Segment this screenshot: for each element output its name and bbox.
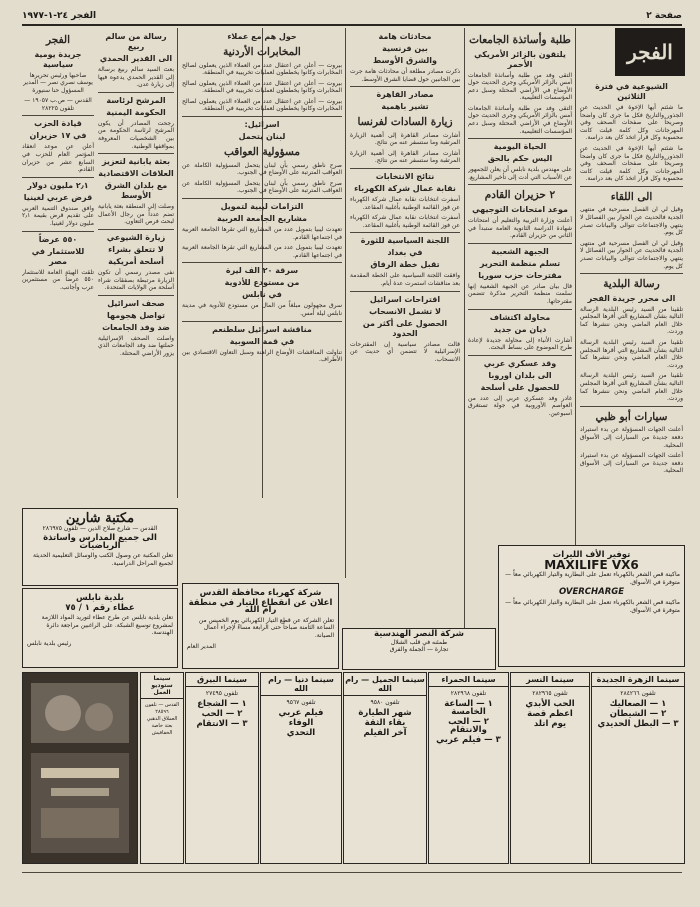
column-3 bbox=[350, 30, 460, 545]
article-text: تناولت المناقشات الأوضاع الراهنة وسبل التعاون الاقتصادي بين الأطراف. bbox=[182, 348, 342, 364]
article-text: أسفرت انتخابات نقابة عمال شركة الكهرباء عن فوز القائمة الوطنية بأغلبية المقاعد. bbox=[350, 196, 460, 211]
subheadline: بين فرنسية bbox=[382, 44, 428, 53]
article-text: على مهندس بلدية نابلس أن يعلن للجمهور عن الأسباب التي أدت إلى تأخير المشاريع. bbox=[468, 166, 572, 181]
column-divider bbox=[575, 28, 576, 548]
headline: المرشح لرئاسة bbox=[106, 95, 166, 105]
film-title: ٣ — البطل الحديدي bbox=[597, 719, 679, 729]
column-4 bbox=[182, 30, 342, 575]
film-title: ٢ — الحب bbox=[201, 709, 243, 719]
paper-name: الفجر bbox=[46, 34, 70, 46]
film-title: العملاق الذهبي bbox=[146, 716, 178, 722]
subheadline: يلتقون بالزائر الأمريكي الأحمر bbox=[474, 49, 566, 69]
article-text: وافقت اللجنة السياسية على الخطة المقدمة بعد مناقشات استمرت عدة أيام. bbox=[350, 272, 460, 288]
divider bbox=[98, 153, 174, 154]
divider bbox=[350, 86, 460, 87]
article-text: ما شئتم أيها الإخوة في الحديث عن الجذور والتاريخ فكل ما جرى كان واضحاً وصريحاً على صفحات الصحف وفي المهرجانات وكل كلمة قيلت كانت محسوبة وكل قرار اتخذ كان بعد دراسة. bbox=[580, 144, 683, 183]
article-text: وافق صندوق التنمية العربي على تقديم قرض بقيمة ٢٫١ مليون دولار لغينيا. bbox=[22, 204, 94, 228]
headline: نتائج الانتخابات bbox=[375, 172, 435, 182]
ad-signature: المدير العام bbox=[187, 642, 216, 650]
film-title: فيلم عربي bbox=[278, 708, 324, 718]
article-text: بيروت — أعلن عن اعتقال عدد من العملاء الذين يعملون لصالح المخابرات وكانوا يخططون لعمليات تخريبية في المنطقة. bbox=[182, 61, 342, 77]
subheadline: ديان من جديد bbox=[493, 324, 547, 334]
film-title: بعثة خاصة bbox=[151, 723, 173, 729]
ad-title: توفير الأف الليرات bbox=[552, 550, 631, 560]
article-text: غادر وفد عسكري عربي إلى عدد من العواصم الأوروبية في جولة تستغرق أسبوعين. bbox=[468, 394, 572, 417]
subheadline: تشير باهمية bbox=[381, 102, 429, 112]
ad-library bbox=[22, 508, 178, 586]
film-title: آخر الفيلم bbox=[363, 728, 407, 738]
divider bbox=[468, 184, 572, 185]
subheadline: الى بلدان اوروبا bbox=[488, 370, 552, 380]
headline: اسرائيل: bbox=[244, 120, 280, 130]
cinema-title: سينما الحمراء bbox=[429, 673, 508, 687]
cinema-poster-image bbox=[22, 672, 138, 864]
article-text: بعث السيد سالم ربيع برسالة إلى القدير الحمدي يدعوه فيها إلى زيارة عدن. bbox=[98, 66, 174, 89]
paper-tagline: جريدة يومية سياسية bbox=[34, 49, 82, 69]
divider bbox=[182, 198, 342, 199]
film-title: ٣ — الانتقام bbox=[196, 719, 248, 729]
article-text: تلقينا من السيد رئيس البلدية الرسالة التالية بشأن المشاريع التي أقرها المجلس خلال العام الماضي ونحن ننشرها كما وردت. bbox=[580, 339, 683, 369]
film-title: بقاء الثقة bbox=[364, 718, 406, 728]
divider bbox=[350, 232, 460, 233]
cinema-listing bbox=[140, 672, 184, 864]
subheadline: ضد وفد الجامعات bbox=[102, 322, 170, 332]
cinema-title: سينما النسر bbox=[511, 673, 589, 687]
cinema-phone: تلفون ٢٧٤٩٥ bbox=[205, 690, 239, 697]
ad-title: شركة النصر الهندسية bbox=[374, 629, 464, 639]
article-text: تلقينا من السيد رئيس البلدية الرسالة التالية بشأن المشاريع التي أقرها المجلس خلال العام الماضي ونحن ننشرها كما وردت. bbox=[580, 305, 683, 336]
divider bbox=[98, 229, 174, 230]
article-text: نفى مصدر رسمي أن تكون الزيارة مرتبطة بصفقات شراء أسلحة من الولايات المتحدة. bbox=[98, 268, 174, 292]
headline: التزامات ليبية لتمويل bbox=[220, 201, 304, 211]
divider bbox=[350, 168, 460, 169]
subheadline: في نابلس bbox=[242, 290, 282, 300]
subheadline: اليس حكم بالحق bbox=[487, 154, 553, 164]
subheadline: للاستثمار في مصر bbox=[31, 246, 85, 266]
headline: اللجنة السياسية للثورة bbox=[360, 236, 450, 246]
article-text: أشارت مصادر القاهرة إلى أهمية الزيارة المرتقبة وما ستسفر عنه من نتائج. bbox=[350, 131, 460, 147]
subheadline: الحصول على أكثر من الحدود bbox=[362, 318, 448, 338]
article-text: أشارت مصادر القاهرة إلى أهمية الزيارة المرتقبة وما ستسفر عنه من نتائج. bbox=[350, 149, 460, 165]
divider bbox=[182, 262, 342, 263]
divider bbox=[468, 243, 572, 244]
divider bbox=[468, 309, 572, 310]
cinema-listing bbox=[260, 672, 342, 864]
subheadline: تقبل خطة الرفاق bbox=[370, 260, 440, 270]
headline: محادثات هامة bbox=[378, 32, 432, 41]
ad-line: القدس — شارع صلاح الدين — تلفون ٢٨٦٩٧٥ bbox=[42, 524, 158, 532]
article-text: أعلنت الجهات المسؤولة عن بدء استيراد دفعة جديدة من السيارات إلى الأسواق المحلية. bbox=[580, 452, 683, 475]
subheadline: الحكومة اليمنية bbox=[106, 107, 166, 117]
subheadline: مشاريع الجامعة العربية bbox=[217, 213, 307, 223]
ad-title: بلدية نابلس bbox=[76, 593, 124, 603]
ad-signature: رئيس بلدية نابلس bbox=[27, 639, 72, 647]
article-text: قالت مصادر سياسية إن المقترحات الإسرائيلية لا تتضمن أي حديث عن الانسحاب. bbox=[350, 340, 460, 363]
subheadline: العلاقات الاقتصادية bbox=[98, 169, 174, 179]
article-text: تلقت الهيئة العامة للاستثمار ٥٥٠ عرضاً من مستثمرين عرب وأجانب. bbox=[22, 268, 94, 291]
article-text: سرق مجهولون مبلغاً من المال من مستودع للأدوية في مدينة نابلس ليلة أمس. bbox=[182, 302, 342, 317]
cinema-title: سينما دنيا — رام الله bbox=[261, 673, 341, 696]
subheadline: تسلم منظمة التحرير bbox=[479, 258, 561, 268]
column-2 bbox=[468, 30, 572, 540]
film-title: الخفافيش bbox=[151, 730, 173, 736]
ad-text: تعلن المكتبة عن وصول الكتب والوسائل التعليمية الحديثة لجميع المراحل الدراسية. bbox=[33, 552, 173, 567]
ad-electric-company bbox=[182, 583, 339, 669]
film-title: يوم اتلد bbox=[533, 719, 567, 729]
divider bbox=[98, 295, 174, 296]
ad-line: تجارة — الجملة والفرق bbox=[389, 646, 449, 654]
article-text: بيروت — أعلن عن اعتقال عدد من العملاء الذين يعملون لصالح المخابرات وكانوا يخططون لعمليات تخريبية في المنطقة. bbox=[182, 97, 342, 113]
newspaper-logo bbox=[615, 28, 685, 76]
article-text: أسفرت انتخابات نقابة عمال شركة الكهرباء عن فوز القائمة الوطنية بأغلبية المقاعد. bbox=[350, 214, 460, 229]
article-text: قال بيان صادر عن الجبهة الشعبية إنها سلمت منظمة التحرير مذكرة تتضمن مقترحاتها. bbox=[468, 282, 572, 305]
cinema-phone: تلفون ٢٨٢٩٦٥ bbox=[532, 690, 568, 697]
article-text: صرح ناطق رسمي بأن لبنان يتحمل المسؤولية الكاملة عن العواقب المترتبة على الأوضاع في الجنوب. bbox=[182, 161, 342, 177]
headline: مناقشة اسرائيل سلطنعم bbox=[212, 324, 312, 334]
issue-date: الفجر ٢٤-١-١٩٧٧ bbox=[22, 11, 97, 21]
subheadline: قرض عربي لغينيا bbox=[23, 192, 93, 202]
headline: الشيوعية في فترة الثلاثين bbox=[595, 82, 668, 101]
article-text: التقى وفد من طلبة وأساتذة الجامعات أمس بالزائر الأمريكي وجرى الحديث حول الأوضاع في الأراضي المحتلة وسبل دعم المؤسسات التعليمية. bbox=[468, 71, 572, 102]
ad-title: مكتبة شارين bbox=[65, 511, 135, 526]
headline: سرقة ٢٠ الف ليرة bbox=[225, 266, 299, 276]
film-title: اعظم قصة bbox=[527, 709, 573, 719]
divider bbox=[580, 273, 683, 274]
ad-text: تعلن بلدية نابلس عن طرح عطاء لتوريد المواد اللازمة لمشروع توسيع الشبكة. على الراغبين مراجعة دائرة الهندسة. bbox=[41, 614, 173, 637]
article-text: ما شئتم أيها الإخوة في الحديث عن الجذور والتاريخ فكل ما جرى كان واضحاً وصريحاً على صفحات الصحف وفي المهرجانات وكل كلمة قيلت كانت محسوبة وكل قرار اتخذ كان بعد دراسة. bbox=[580, 104, 683, 142]
divider bbox=[98, 92, 174, 93]
subheadline: في بغداد bbox=[387, 248, 423, 258]
article-text: التقى وفد من طلبة وأساتذة الجامعات أمس بالزائر الأمريكي وجرى الحديث حول الأوضاع في الأراضي المحتلة وسبل دعم المؤسسات التعليمية. bbox=[468, 104, 572, 135]
headline: ٢ حزيران القادم bbox=[484, 189, 556, 202]
article-text: أعلنت وزارة التربية والتعليم أن امتحانات شهادة الدراسة الثانوية العامة ستبدأ في الثاني من حزيران القادم. bbox=[468, 216, 572, 240]
headline: بعثة يابانية لتعزيز bbox=[101, 157, 171, 167]
ad-maxilife bbox=[498, 545, 685, 667]
ad-engineering bbox=[342, 628, 496, 670]
column-5 bbox=[98, 30, 174, 500]
column-6 bbox=[22, 30, 94, 500]
headline: زيارة الشيوعي bbox=[106, 232, 166, 242]
film-title: ٣ — فيلم عربي bbox=[436, 735, 501, 745]
headline: مصادر القاهرة bbox=[376, 90, 434, 100]
subheadline: لبنان يتحمل bbox=[238, 132, 286, 142]
cinema-title: سينما ستوديو العمل bbox=[141, 673, 183, 699]
subheadline: الى القدير الحمدي bbox=[99, 54, 173, 63]
column-1 bbox=[580, 80, 683, 538]
cinema-phone: تلفون ٩٥٨٠ bbox=[370, 699, 400, 706]
article-text: صرح ناطق رسمي بأن لبنان يتحمل المسؤولية الكاملة عن العواقب المترتبة على الأوضاع في الجنوب. bbox=[182, 179, 342, 195]
subheadline: للحصول على أسلحة bbox=[480, 382, 560, 392]
cinema-title: سينما البيرق bbox=[186, 673, 258, 687]
article-text: تعهدت ليبيا بتمويل عدد من المشاريع التي تقرها الجامعة العربية في اجتماعها القادم. bbox=[182, 244, 342, 259]
article-text: واصلت الصحف الإسرائيلية حملتها ضد وفد الجامعات الذي يزور الأراضي المحتلة. bbox=[98, 334, 174, 357]
ad-line: عطاء رقم ١ / ٧٥ bbox=[65, 602, 135, 613]
headline: ٥٥٠ عرضاً bbox=[38, 234, 78, 244]
subheadline: في ١٧ حزيران bbox=[29, 131, 87, 141]
subheadline: من مستودع للأدوية bbox=[224, 278, 300, 288]
headline: الجبهة الشعبية bbox=[491, 246, 549, 256]
column-divider bbox=[177, 28, 178, 498]
subheadline: تواصل هجومها bbox=[107, 310, 165, 320]
headline: اقتراحات اسرائيل bbox=[369, 294, 441, 304]
headline: رسالة من سالم ربيع bbox=[105, 32, 167, 51]
headline: رسالة البلدية bbox=[603, 278, 660, 291]
divider bbox=[182, 116, 342, 117]
headline: طلبة وأساتذة الجامعات bbox=[469, 34, 571, 46]
subheadline: المخابرات الأردنية bbox=[223, 46, 301, 58]
subheadline: الى محرر جريدة الفجر bbox=[587, 293, 676, 303]
article-text: ذكرت مصادر مطلعة أن محادثات هامة جرت بين الجانبين حول قضايا الشرق الأوسط. bbox=[350, 68, 460, 83]
subheadline: مقترحات حزب سوريا bbox=[478, 270, 562, 280]
divider bbox=[580, 186, 683, 187]
article-text: وقيل لي ان الفصل مسرحية في منتهى الجدية فالحديث عن الحوار بين الفصائل لا ينتهي والاجتماعات تتوالى والبيانات تصدر كل يوم. bbox=[580, 206, 683, 237]
divider bbox=[22, 231, 94, 232]
paper-credits: صاحبها ورئيس تحريرها يوسف نصري نصر — المدير المسؤول حنا سنيورة bbox=[23, 71, 93, 94]
subheadline: مسؤولية العواقب bbox=[224, 146, 300, 159]
headline: وقد عسكري عربي bbox=[483, 358, 557, 368]
cinema-phone: القدس — تلفون ٢٨٥٩٦ bbox=[144, 702, 180, 715]
divider bbox=[468, 355, 572, 356]
cinema-phone: تلفون ٢٨٢٩٦٨ bbox=[450, 690, 487, 697]
subheadline: في قمة السوبية bbox=[229, 336, 295, 346]
paper-address: القدس — ص.ب ١٩٠٥٧ — تلفون ٢٨٢٢٥ bbox=[24, 97, 92, 112]
headline: الى اللقاء bbox=[610, 190, 653, 203]
film-title: الوفاء bbox=[288, 718, 314, 728]
divider bbox=[468, 138, 572, 139]
subheadline: زيارة السادات لفرنسا bbox=[357, 116, 453, 129]
column-divider bbox=[464, 28, 465, 638]
ad-text: ماكينة قص الشعر بالكهرباء تعمل على البطارية والتيار الكهربائي معاً — متوفرة في الأسواق. bbox=[505, 598, 680, 614]
poster-illustration bbox=[23, 673, 137, 863]
film-title: ٢ — الشيطان bbox=[609, 709, 667, 719]
ad-municipal-notice bbox=[22, 588, 178, 668]
cinema-phone: تلفون ٩٥٦٧ bbox=[286, 699, 316, 706]
ad-title: شركة كهرباء محافظة القدس bbox=[199, 588, 322, 598]
headline: صحف اسرائيل bbox=[107, 298, 165, 308]
article-text: تعهدت ليبيا بتمويل عدد من المشاريع التي تقرها الجامعة العربية في اجتماعها القادم. bbox=[182, 225, 342, 241]
divider bbox=[580, 406, 683, 407]
headline: محاولة اكتشاف bbox=[489, 312, 551, 322]
article-text: وصلت إلى المنطقة بعثة يابانية تضم عدداً من رجال الأعمال لبحث فرص التعاون. bbox=[98, 203, 174, 226]
subheadline: لا تشمل الانسحاب bbox=[369, 306, 441, 316]
cinema-title: سينما الجميل — رام الله bbox=[344, 673, 426, 696]
ad-brand: MAXILIFE VX6 bbox=[544, 557, 639, 572]
article-text: أعلن عن موعد انعقاد المؤتمر العام للحزب في السابع عشر من حزيران القادم. bbox=[22, 143, 94, 174]
headline: حول هم مع عملاء bbox=[227, 32, 297, 41]
divider bbox=[22, 115, 94, 116]
cinema-title: سينما الزهرة الجديدة bbox=[592, 673, 684, 687]
page-masthead bbox=[22, 8, 682, 26]
ad-line: طمئنه في قلب الشلال bbox=[390, 638, 448, 646]
divider bbox=[22, 177, 94, 178]
article-text: رجحت المصادر أن يكون المرشح لرئاسة الحكومة من بين الشخصيات المعروفة بمواقفها الوطنية. bbox=[98, 119, 174, 150]
cinema-listing bbox=[428, 672, 509, 864]
cinema-phone: تلفون ٢٨٤٢٦٦ bbox=[620, 690, 656, 697]
logo-text: الفجر bbox=[627, 40, 673, 64]
subheadline: والشرق الأوسط bbox=[373, 56, 437, 65]
column-divider bbox=[345, 28, 346, 578]
subheadline: لا تتعلق بشراء bbox=[108, 244, 164, 254]
subheadline: موعد امتحانات التوجيهي bbox=[472, 204, 568, 214]
film-title: ١ — الصعاليك bbox=[609, 699, 667, 709]
film-title: ١ — الشجاع bbox=[197, 699, 247, 709]
subheadline: نقابة عمال شركة الكهرباء bbox=[354, 184, 456, 194]
film-title: شهر الطيارة bbox=[358, 708, 412, 718]
divider bbox=[182, 321, 342, 322]
headline: ٢٫١ مليون دولار bbox=[27, 180, 89, 190]
ad-text: تعلن الشركة عن قطع التيار الكهربائي يوم الخميس من الساعة الثامنة صباحاً حتى الرابعة مساءً لإجراء أعمال الصيانة. bbox=[198, 616, 334, 639]
article-text: تلقينا من السيد رئيس البلدية الرسالة التالية بشأن المشاريع التي أقرها المجلس خلال العام الماضي ونحن ننشرها كما وردت. bbox=[580, 372, 683, 403]
subheadline: مع بلدان الشرق الأوسط bbox=[104, 181, 168, 201]
headline: قيادة الحزب bbox=[34, 119, 82, 129]
article-text: بيروت — أعلن عن اعتقال عدد من العملاء الذين يعملون لصالح المخابرات وكانوا يخططون لعمليات تخريبية في المنطقة. bbox=[182, 79, 342, 95]
headline: سيارات أبو ظبي bbox=[595, 410, 668, 423]
footer-rule bbox=[22, 872, 682, 873]
cinema-listing bbox=[591, 672, 685, 864]
subheadline: أسلحة أمريكية bbox=[108, 256, 164, 266]
article-text: أشارت الأنباء إلى محاولة جديدة لإعادة طرح الموضوع على بساط البحث. bbox=[468, 336, 572, 352]
headline: الحياة اليومية bbox=[493, 142, 547, 152]
cinema-listing bbox=[185, 672, 259, 864]
ad-line: الى جميع المدارس واساتذة الرياضيات bbox=[43, 533, 157, 551]
film-title: التحدي bbox=[286, 728, 316, 738]
cinema-listing bbox=[510, 672, 590, 864]
film-title: ٢ — الحب والانتقام bbox=[448, 717, 489, 735]
cinema-listing bbox=[343, 672, 427, 864]
article-text: وقيل لي ان الفصل مسرحية في منتهى الجدية فالحديث عن الحوار بين الفصائل لا ينتهي والاجتماعات تتوالى والبيانات تصدر كل يوم. bbox=[580, 239, 683, 270]
ad-text: ماكينة قص الشعر بالكهرباء تعمل على البطارية والتيار الكهربائي معاً — متوفرة في الأسواق. bbox=[505, 571, 680, 586]
article-text: أعلنت الجهات المسؤولة عن بدء استيراد دفعة جديدة من السيارات إلى الأسواق المحلية. bbox=[580, 426, 683, 449]
ad-line: اعلان عن انقطاع التيار في منطقة رام الله bbox=[188, 597, 333, 616]
film-title: ١ — الساعة الخامسة bbox=[444, 699, 493, 717]
divider bbox=[350, 291, 460, 292]
page-label: صفحة ٢ bbox=[646, 11, 682, 21]
film-title: الحب الأبدي bbox=[525, 699, 575, 709]
ad-brand-secondary: OVERCHARGE bbox=[558, 587, 625, 598]
